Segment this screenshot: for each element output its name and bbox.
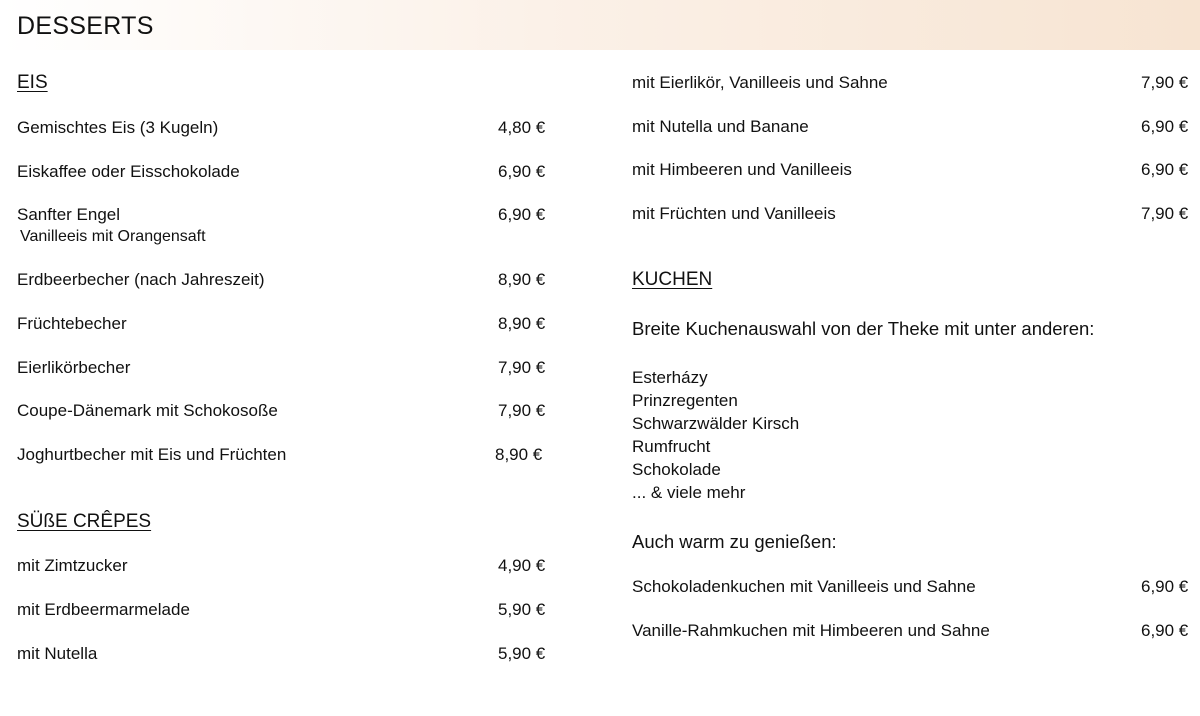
item-price: 6,90 €: [498, 162, 546, 181]
item-price: 8,90 €: [498, 314, 546, 333]
item-name: Schokoladenkuchen mit Vanilleeis und Sahne: [632, 577, 976, 596]
item-price: 4,80 €: [498, 118, 546, 137]
list-item: Schwarzwälder Kirsch: [632, 414, 800, 433]
item-name: mit Himbeeren und Vanilleeis: [632, 160, 852, 179]
item-name: mit Erdbeermarmelade: [17, 600, 190, 619]
list-item: Rumfrucht: [632, 437, 711, 456]
list-item: Esterházy: [632, 368, 708, 387]
item-name: Vanille-Rahmkuchen mit Himbeeren und Sahne: [632, 621, 990, 640]
item-price: 6,90 €: [1141, 117, 1189, 136]
item-price: 6,90 €: [498, 205, 546, 224]
item-price: 8,90 €: [498, 270, 546, 289]
item-price: 6,90 €: [1141, 577, 1189, 596]
list-item: Schokolade: [632, 460, 721, 479]
item-name: Früchtebecher: [17, 314, 127, 333]
item-price: 5,90 €: [498, 600, 546, 619]
item-price: 5,90 €: [498, 644, 546, 663]
item-price: 6,90 €: [1141, 621, 1189, 640]
item-description: Vanilleeis mit Orangensaft: [20, 228, 206, 245]
item-price: 6,90 €: [1141, 160, 1189, 179]
item-name: mit Früchten und Vanilleeis: [632, 204, 836, 223]
item-name: Eierlikörbecher: [17, 358, 131, 377]
page-title: DESSERTS: [17, 12, 154, 40]
item-name: mit Nutella: [17, 644, 98, 663]
item-name: Joghurtbecher mit Eis und Früchten: [17, 445, 287, 464]
kuchen-list: [632, 366, 799, 504]
item-price: 7,90 €: [1141, 73, 1189, 92]
section-title-crepes: SÜßE CRÊPES: [17, 511, 152, 532]
item-price: 7,90 €: [1141, 204, 1189, 223]
item-name: Sanfter Engel: [17, 205, 121, 224]
item-name: mit Eierlikör, Vanilleeis und Sahne: [632, 73, 888, 92]
item-name: Erdbeerbecher (nach Jahreszeit): [17, 270, 265, 289]
item-price: 7,90 €: [498, 358, 546, 377]
list-item: ... & viele mehr: [632, 483, 746, 502]
warm-intro: Auch warm zu genießen:: [632, 531, 837, 552]
item-name: Gemischtes Eis (3 Kugeln): [17, 118, 219, 137]
item-price: 8,90 €: [495, 445, 543, 464]
item-name: Coupe-Dänemark mit Schokosoße: [17, 401, 278, 420]
section-title-eis: EIS: [17, 72, 48, 93]
section-title-kuchen: KUCHEN: [632, 269, 713, 290]
header-banner: [0, 0, 1200, 50]
item-name: Eiskaffee oder Eisschokolade: [17, 162, 240, 181]
item-price: 4,90 €: [498, 556, 546, 575]
item-price: 7,90 €: [498, 401, 546, 420]
item-name: mit Nutella und Banane: [632, 117, 809, 136]
item-name: mit Zimtzucker: [17, 556, 128, 575]
kuchen-intro: Breite Kuchenauswahl von der Theke mit unter anderen:: [632, 318, 1095, 339]
list-item: Prinzregenten: [632, 391, 738, 410]
